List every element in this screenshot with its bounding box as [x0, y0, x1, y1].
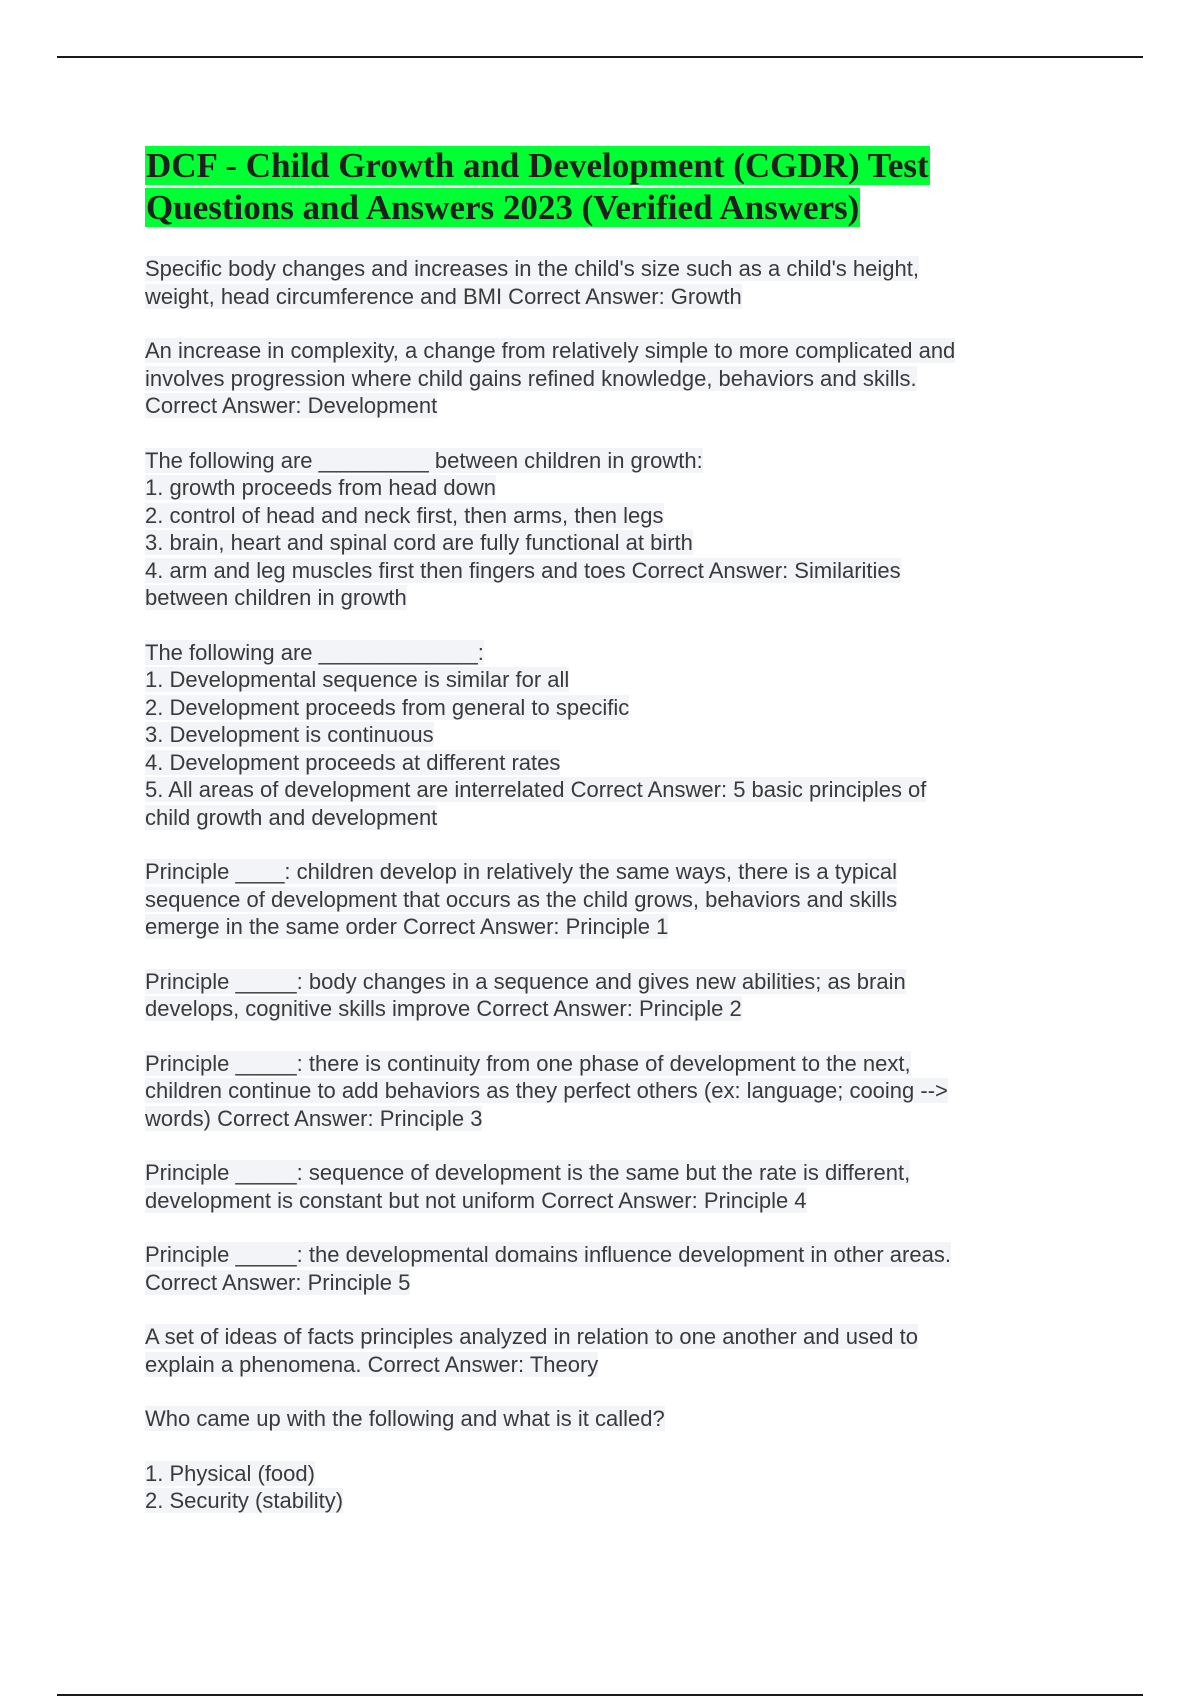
- qa-line: [145, 776, 1065, 804]
- qa-line: [145, 283, 1065, 311]
- qa-item: [145, 858, 1065, 941]
- qa-item: [145, 1460, 1065, 1515]
- qa-line-text: sequence of development that occurs as the child grows, behaviors and skills: [145, 886, 898, 912]
- qa-item: [145, 639, 1065, 832]
- qa-line-text: An increase in complexity, a change from relatively simple to more complicated and: [145, 338, 956, 363]
- qa-line-text: 5. All areas of development are interrelated Correct Answer: 5 basic principles of: [145, 777, 927, 802]
- qa-line-text: develops, cognitive skills improve Correct Answer: Principle 2: [145, 996, 742, 1021]
- qa-line: [145, 1323, 1065, 1351]
- qa-line: [145, 886, 1065, 914]
- qa-line: [145, 694, 1065, 722]
- qa-line: [145, 995, 1065, 1023]
- qa-line-text: weight, head circumference and BMI Correct Answer: Growth: [145, 283, 742, 309]
- qa-line: [145, 1050, 1065, 1078]
- qa-line: [145, 1269, 1065, 1297]
- qa-item: [145, 337, 1065, 420]
- qa-line-text: explain a phenomena. Correct Answer: Theory: [145, 1351, 599, 1377]
- qa-line-text: 3. brain, heart and spinal cord are fully functional at birth: [145, 530, 693, 555]
- qa-line-text: development is constant but not uniform Correct Answer: Principle 4: [145, 1187, 807, 1213]
- qa-list: [145, 255, 1065, 1515]
- qa-line: [145, 365, 1065, 393]
- qa-line-text: The following are _________ between children in growth:: [145, 447, 703, 473]
- qa-line: [145, 666, 1065, 694]
- qa-item: [145, 255, 1065, 310]
- document-body: [145, 145, 1065, 1542]
- qa-item: [145, 968, 1065, 1023]
- qa-line: [145, 913, 1065, 941]
- qa-line-text: Principle _____: there is continuity from one phase of development to the next,: [145, 1050, 911, 1076]
- qa-item: [145, 447, 1065, 612]
- top-rule: [57, 56, 1143, 58]
- qa-line: [145, 584, 1065, 612]
- qa-line: [145, 1460, 1065, 1488]
- qa-line-text: between children in growth: [145, 585, 407, 610]
- qa-item: [145, 1405, 1065, 1433]
- qa-line-text: Who came up with the following and what is it called?: [145, 1406, 665, 1431]
- qa-line: [145, 337, 1065, 365]
- qa-item: [145, 1050, 1065, 1133]
- qa-line: [145, 639, 1065, 667]
- qa-line: [145, 804, 1065, 832]
- qa-line: [145, 1187, 1065, 1215]
- qa-line-text: 3. Development is continuous: [145, 722, 434, 747]
- qa-line: [145, 1351, 1065, 1379]
- bottom-rule: [57, 1694, 1143, 1696]
- qa-line-text: 4. arm and leg muscles first then fingers and toes Correct Answer: Similarities: [145, 557, 901, 583]
- qa-line-text: child growth and development: [145, 804, 438, 830]
- qa-item: [145, 1323, 1065, 1378]
- qa-line-text: Correct Answer: Principle 5: [145, 1269, 411, 1295]
- qa-line-text: 2. control of head and neck first, then arms, then legs: [145, 502, 664, 528]
- qa-line-text: children continue to add behaviors as they perfect others (ex: language; cooing -->: [145, 1078, 948, 1103]
- qa-line: [145, 1159, 1065, 1187]
- qa-item: [145, 1241, 1065, 1296]
- qa-line-text: Correct Answer: Development: [145, 393, 438, 418]
- qa-line: [145, 1105, 1065, 1133]
- qa-line: [145, 1405, 1065, 1433]
- qa-line: [145, 557, 1065, 585]
- qa-line-text: Principle _____: body changes in a sequence and gives new abilities; as brain: [145, 968, 906, 994]
- qa-line-text: The following are _____________:: [145, 639, 484, 665]
- qa-line-text: Principle ____: children develop in relatively the same ways, there is a typical: [145, 859, 898, 884]
- qa-line: [145, 502, 1065, 530]
- qa-line: [145, 392, 1065, 420]
- qa-line-text: 1. Developmental sequence is similar for all: [145, 667, 570, 692]
- qa-line-text: Specific body changes and increases in the child's size such as a child's height,: [145, 256, 919, 281]
- document-title-text: DCF - Child Growth and Development (CGDR) Test Questions and Answers 2023 (Verified Answers): [146, 146, 929, 227]
- qa-line: [145, 968, 1065, 996]
- qa-line: [145, 1487, 1065, 1515]
- qa-line: [145, 447, 1065, 475]
- document-title: [145, 145, 1065, 229]
- qa-line-text: 1. Physical (food): [145, 1460, 315, 1486]
- qa-line-text: Principle _____: the developmental domains influence development in other areas.: [145, 1242, 951, 1267]
- qa-line: [145, 749, 1065, 777]
- qa-line-text: Principle _____: sequence of development is the same but the rate is different,: [145, 1160, 911, 1185]
- qa-line: [145, 858, 1065, 886]
- qa-item: [145, 1159, 1065, 1214]
- qa-line: [145, 1077, 1065, 1105]
- qa-line: [145, 721, 1065, 749]
- qa-line-text: 1. growth proceeds from head down: [145, 475, 496, 500]
- qa-line-text: involves progression where child gains refined knowledge, behaviors and skills.: [145, 365, 917, 391]
- qa-line-text: emerge in the same order Correct Answer: Principle 1: [145, 914, 669, 939]
- qa-line-text: words) Correct Answer: Principle 3: [145, 1105, 483, 1131]
- qa-line: [145, 474, 1065, 502]
- qa-line: [145, 1241, 1065, 1269]
- qa-line-text: 2. Development proceeds from general to specific: [145, 694, 630, 720]
- qa-line-text: 2. Security (stability): [145, 1488, 344, 1513]
- qa-line: [145, 529, 1065, 557]
- qa-line-text: 4. Development proceeds at different rates: [145, 749, 561, 775]
- qa-line-text: A set of ideas of facts principles analyzed in relation to one another and used to: [145, 1324, 918, 1349]
- qa-line: [145, 255, 1065, 283]
